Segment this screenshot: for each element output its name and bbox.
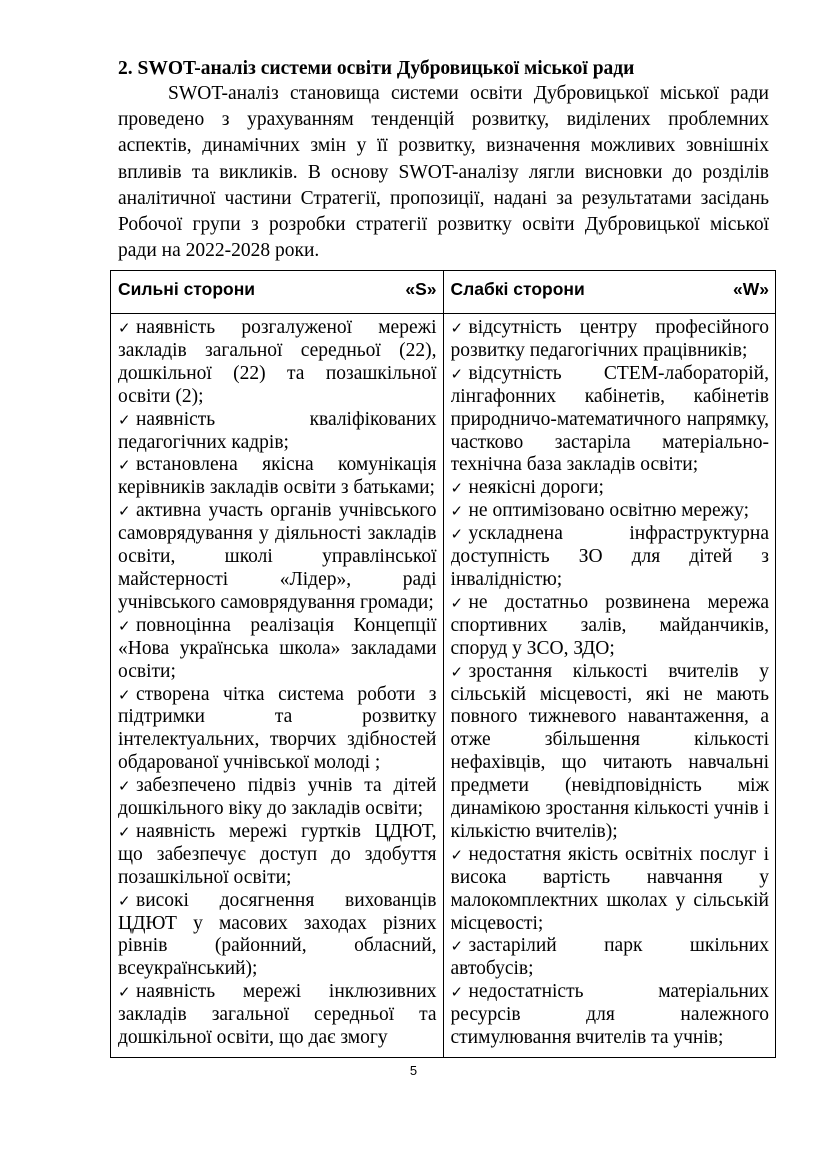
checkmark-icon: ✓ — [118, 822, 131, 841]
strengths-item-text: встановлена якісна комунікація керівників закладів освіти з батьками; — [118, 454, 437, 499]
weaknesses-item-text: неякісні дороги; — [468, 477, 604, 499]
weaknesses-item-text: відсутність центру професійного розвитку педагогічних працівників; — [450, 317, 769, 361]
weaknesses-code: «W» — [733, 279, 769, 299]
weaknesses-item-text: не оптимізовано освітню мережу; — [468, 500, 750, 522]
checkmark-icon: ✓ — [118, 502, 131, 521]
weaknesses-item — [451, 523, 770, 592]
checkmark-icon: ✓ — [450, 319, 464, 337]
weaknesses-item-text: застарілий парк шкільних автобусів; — [450, 935, 769, 980]
strengths-item-text: наявність розгалуженої мережі закладів загальної середньої (22), дошкільної (22) та позашкільної освіти (2); — [118, 317, 437, 407]
strengths-item-text: забезпечено підвіз учнів та дітей дошкільного віку до закладів освіти; — [118, 775, 437, 820]
strengths-item — [118, 500, 437, 615]
strengths-header-cell — [111, 271, 444, 314]
section-heading: 2. SWOT-аналіз системи освіти Дубровицької міської ради — [118, 58, 635, 79]
checkmark-icon: ✓ — [450, 502, 464, 521]
strengths-item — [118, 409, 437, 455]
swot-table — [110, 270, 776, 1058]
strengths-item — [118, 890, 437, 982]
strengths-list-cell — [111, 314, 444, 1058]
strengths-item — [118, 775, 437, 821]
checkmark-icon: ✓ — [118, 891, 131, 910]
strengths-item-text: наявність кваліфікованих педагогічних кадрів; — [118, 408, 437, 453]
weaknesses-item — [451, 500, 770, 523]
weaknesses-item — [451, 981, 770, 1050]
weaknesses-item — [451, 477, 770, 500]
strengths-item-text: повноцінна реалізація Концепції «Нова українська школа» закладами освіти; — [118, 614, 437, 682]
checkmark-icon: ✓ — [450, 937, 464, 956]
checkmark-icon: ✓ — [450, 662, 464, 681]
checkmark-icon: ✓ — [450, 525, 464, 544]
weaknesses-item — [451, 363, 770, 478]
strengths-item — [118, 684, 437, 776]
strengths-item-text: створена чітка система роботи з підтримки та розвитку інтелектуальних, творчих здібностей обдарованої учнівської молоді ; — [118, 683, 437, 774]
checkmark-icon: ✓ — [450, 593, 464, 612]
weaknesses-item-text: недостатність матеріальних ресурсів для належного стимулювання вчителів та учнів; — [450, 981, 769, 1049]
weaknesses-item — [451, 844, 770, 936]
weaknesses-title: Слабкі сторони — [450, 279, 585, 299]
weaknesses-item — [451, 935, 770, 981]
strengths-item-text: наявність мережі інклюзивних закладів загальної середньої та дошкільної освіти, що дає змогу — [118, 981, 437, 1049]
strengths-item-text: високі досягнення вихованців ЦДЮТ у масових заходах різних рівнів (районний, обласний, всеукраїнський); — [118, 889, 437, 980]
weaknesses-list-cell — [443, 314, 776, 1058]
strengths-item — [118, 981, 437, 1050]
weaknesses-item-text: недостатня якість освітніх послуг і висока вартість навчання у малокомплектних школах у сільській місцевості; — [450, 843, 769, 934]
weaknesses-item — [451, 592, 770, 661]
checkmark-icon: ✓ — [118, 410, 131, 429]
strengths-item — [118, 821, 437, 890]
page-number: 5 — [409, 1063, 418, 1078]
checkmark-icon: ✓ — [118, 319, 131, 337]
checkmark-icon: ✓ — [118, 685, 131, 704]
checkmark-icon: ✓ — [118, 777, 131, 796]
checkmark-icon: ✓ — [450, 845, 464, 864]
checkmark-icon: ✓ — [450, 479, 464, 498]
strengths-title: Сильні сторони — [118, 279, 256, 299]
strengths-item — [118, 454, 437, 500]
strengths-item — [118, 317, 437, 409]
checkmark-icon: ✓ — [450, 983, 464, 1002]
weaknesses-header-cell — [443, 271, 776, 314]
checkmark-icon: ✓ — [118, 983, 131, 1002]
strengths-list — [118, 317, 437, 1057]
strengths-item-text: наявність мережі гуртків ЦДЮТ, що забезпечує доступ до здобуття позашкільної освіти; — [118, 820, 437, 888]
weaknesses-item — [451, 317, 770, 363]
weaknesses-item-text: зростання кількості вчителів у сільській місцевості, які не мають повного тижневого навантаження, а отже збільшення кількості нефахівців, що читають навчальні предмети (невідповідність між динамікою зростання кількості учнів і кількістю вчителів); — [450, 660, 769, 842]
strengths-item-text: активна участь органів учнівського самоврядування у діяльності закладів освіти, школі управлінської майстерності «Лідер», раді учнівського самоврядування громади; — [118, 500, 437, 613]
weaknesses-item-text: ускладнена інфраструктурна доступність ЗО для дітей з інвалідністю; — [450, 523, 769, 590]
checkmark-icon: ✓ — [118, 616, 131, 635]
strengths-item — [118, 615, 437, 684]
checkmark-icon: ✓ — [118, 456, 131, 475]
weaknesses-item — [451, 661, 770, 844]
intro-paragraph: SWOT-аналіз становища системи освіти Дубровицької міської ради проведено з урахуванням тенденцій розвитку, виділених проблемних аспектів, динамічних змін у її розвитку, визначення можливих зовнішніх впливів та викликів. В основу SWOT-аналізу лягли висновки до розділів аналітичної частини Стратегії, пропозиції, надані за результатами засідань Робочої групи з розробки стратегії розвитку освіти Дубровицької міської ради на 2022-2028 роки. — [118, 83, 769, 262]
strengths-code: «S» — [405, 279, 437, 299]
weaknesses-item-text: не достатньо розвинена мережа спортивних залів, майданчиків, споруд у ЗСО, ЗДО; — [450, 591, 769, 659]
weaknesses-item-text: відсутність СТЕМ-лабораторій, лінгафонних кабінетів, кабінетів природничо-математичного напрямку, частково застаріла матеріально-технічна база закладів освіти; — [450, 362, 769, 476]
checkmark-icon: ✓ — [450, 364, 464, 383]
weaknesses-list — [451, 317, 770, 1057]
